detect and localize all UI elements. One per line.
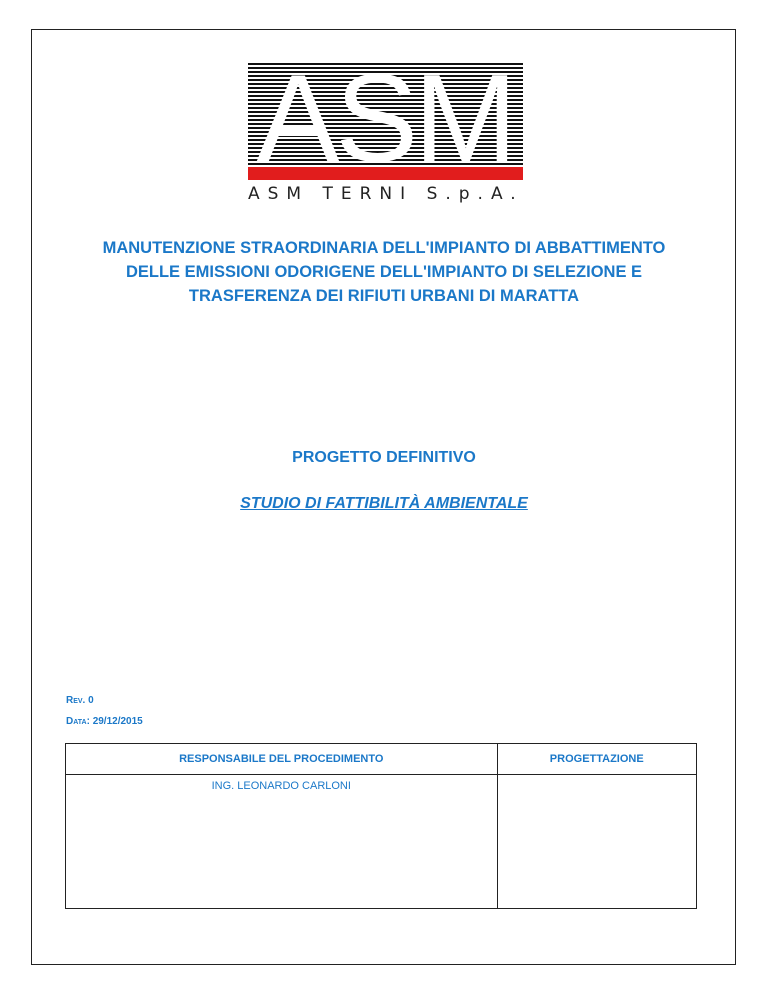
signature-table <box>65 743 697 909</box>
revision-value: 0 <box>88 695 94 706</box>
company-logo <box>248 63 523 205</box>
title-line-1: MANUTENZIONE STRAORDINARIA DELL'IMPIANTO DI ABBATTIMENTO <box>102 239 666 257</box>
study-title: STUDIO DI FATTIBILITÀ AMBIENTALE <box>240 495 528 512</box>
project-phase: PROGETTO DEFINITIVO <box>292 449 476 466</box>
logo-red-bar <box>248 167 523 180</box>
cell-progettazione <box>497 775 696 909</box>
header-responsabile: RESPONSABILE DEL PROCEDIMENTO <box>66 744 498 775</box>
revision <box>66 695 94 706</box>
revision-label: Rev. <box>66 695 86 706</box>
date-value: 29/12/2015 <box>92 716 143 727</box>
logo-mark-text: ASM <box>256 63 514 167</box>
logo-company-name: ASM TERNI S.p.A. <box>248 184 524 204</box>
cell-responsabile: ING. LEONARDO CARLONI <box>66 775 498 909</box>
header-progettazione: PROGETTAZIONE <box>497 744 696 775</box>
date-label: Data: <box>66 716 90 727</box>
title-line-3: TRASFERENZA DEI RIFIUTI URBANI DI MARATTA <box>188 287 580 305</box>
document-title <box>60 236 708 308</box>
logo-mark <box>248 63 523 167</box>
title-line-2: DELLE EMISSIONI ODORIGENE DELL'IMPIANTO DI SELEZIONE E <box>125 263 643 281</box>
date <box>66 716 143 727</box>
